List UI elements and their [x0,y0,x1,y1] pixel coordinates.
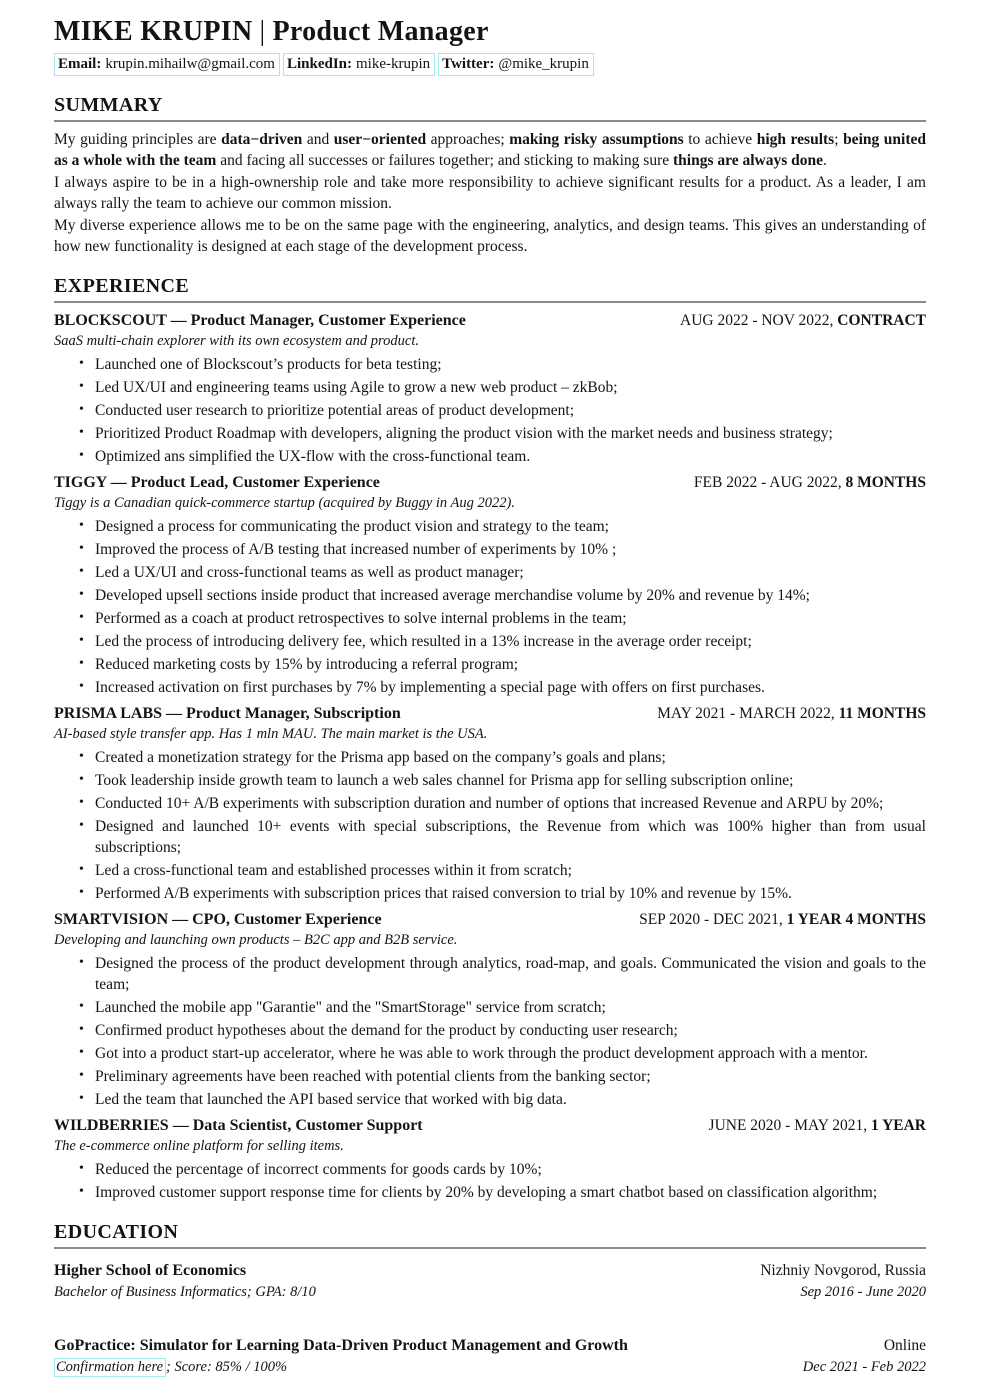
job-entry [54,703,926,904]
summary-text-run: to achieve [683,131,757,148]
experience-jobs [54,310,926,1203]
summary-text-run: My diverse experience allows me to be on the same page with the engineering, analytics, and design teams. This gives an understanding of how new functionality is designed at each stage of the development process. [54,216,926,256]
job-title: TIGGY — Product Lead, Customer Experience [54,474,380,492]
email-link[interactable] [54,53,280,76]
summary-text-run: high results [756,131,835,148]
job-title: WILDBERRIES — Data Scientist, Customer Support [54,1117,423,1135]
title-separator: | [259,16,266,47]
summary-rule [54,120,926,122]
summary-text-run: things are always done [673,152,823,170]
person-role: Product Manager [272,16,489,47]
summary-text-run: and [302,131,334,148]
bullet-item: • Conducted user research to prioritize potential areas of product development; [54,400,926,421]
bullet-item: • Created a monetization strategy for the Prisma app based on the company’s goals and plans; [54,747,926,768]
job-dates [639,909,926,930]
bullet-item: • Led a cross-functional team and established processes within it from scratch; [54,860,926,881]
job-description: AI-based style transfer app. Has 1 mln MAU. The main market is the USA. [54,726,488,743]
education-detail-run: ; Score: 85% / 100% [166,1359,288,1376]
experience-rule [54,301,926,303]
bullet-item: • Led the process of introducing delivery fee, which resulted in a 13% increase in the average order receipt; [54,631,926,652]
education-entry [54,1335,926,1377]
job-date-range: MAY 2021 - MARCH 2022, [657,705,839,723]
education-rule [54,1247,926,1249]
bullet-item: • Prioritized Product Roadmap with developers, aligning the product vision with the market needs and business strategy; [54,423,926,444]
summary-text-run: and facing all successes or failures together; and sticking to making sure [216,152,673,170]
education-detail [54,1357,287,1377]
job-date-range: AUG 2022 - NOV 2022, [680,312,838,330]
job-title: PRISMA LABS — Product Manager, Subscription [54,705,401,723]
bullet-item: • Led a UX/UI and cross-functional teams as well as product manager; [54,562,926,583]
email-value: krupin.mihailw@gmail.com [105,56,275,72]
summary-paragraph [54,129,926,172]
summary-text-run: My guiding principles are [54,131,222,148]
job-title: BLOCKSCOUT — Product Manager, Customer Experience [54,312,466,330]
summary-paragraphs [54,129,926,257]
summary-section [54,93,926,257]
education-header-row [54,1260,926,1281]
job-date-range: JUNE 2020 - MAY 2021, [708,1117,872,1135]
job-description: SaaS multi-chain explorer with its own ecosystem and product. [54,333,420,350]
twitter-label: Twitter: [442,56,495,72]
summary-paragraph [54,215,926,258]
education-section [54,1220,926,1377]
bullet-item: • Designed and launched 10+ events with special subscriptions, the Revenue from which was 100% higher than from usual subscriptions; [54,816,926,858]
summary-text-run: . [823,152,827,170]
job-header-row [54,909,926,930]
education-entry [54,1260,926,1302]
education-detail [54,1282,316,1302]
summary-text-run: I always aspire to be in a high-ownership role and take more responsibility to achieve significant results for a product. As a leader, I am always rally the team to achieve our common mission. [54,173,926,213]
page-title [54,16,926,48]
job-duration: 1 YEAR [871,1117,926,1135]
education-detail-row [54,1282,926,1302]
bullet-item: • Led the team that launched the API based service that worked with big data. [54,1089,926,1110]
bullet-item: • Optimized ans simplified the UX-flow with the cross-functional team. [54,446,926,467]
linkedin-label: LinkedIn: [286,56,353,72]
bullet-item: • Reduced the percentage of incorrect comments for goods cards by 10%; [54,1159,926,1180]
education-name: Higher School of Economics [54,1262,247,1280]
job-header-row [54,703,926,724]
bullet-item: • Reduced marketing costs by 15% by introducing a referral program; [54,654,926,675]
bullet-item: • Took leadership inside growth team to launch a web sales channel for Prisma app for selling subscription online; [54,770,926,791]
job-bullet-list [54,516,926,698]
summary-text-run: ; [834,131,844,148]
job-duration: 11 MONTHS [838,705,926,723]
job-bullet-list [54,354,926,467]
contact-row [54,53,926,76]
job-dates [694,472,926,493]
summary-heading: SUMMARY [54,94,163,116]
job-entry [54,472,926,698]
education-detail-run[interactable]: Confirmation here [54,1358,166,1377]
bullet-item: • Developed upsell sections inside product that increased average merchandise volume by 20% and revenue by 14%; [54,585,926,606]
job-header-row [54,1115,926,1136]
job-duration: 1 YEAR 4 MONTHS [786,911,926,929]
education-name: GoPractice: Simulator for Learning Data-Driven Product Management and Growth [54,1337,628,1355]
bullet-item: • Designed the process of the product development through analytics, road-map, and goals. Communicated the vision and goals to the team; [54,953,926,995]
linkedin-value: mike-krupin [356,56,431,72]
job-title: SMARTVISION — CPO, Customer Experience [54,911,382,929]
education-detail-row [54,1357,926,1377]
summary-paragraph [54,172,926,215]
bullet-item: • Confirmed product hypotheses about the demand for the product by conducting user research; [54,1020,926,1041]
job-description: The e-commerce online platform for selling items. [54,1138,344,1155]
bullet-item: • Performed A/B experiments with subscription prices that raised conversion to trial by 10% and revenue by 15%. [54,883,926,904]
summary-text-run: user−oriented [333,131,427,148]
job-duration: 8 MONTHS [845,474,926,492]
job-date-range: FEB 2022 - AUG 2022, [693,474,846,492]
twitter-link[interactable] [438,53,594,76]
bullet-item: • Conducted 10+ A/B experiments with subscription duration and number of options that increased Revenue and ARPU by 20%; [54,793,926,814]
job-entry [54,909,926,1110]
bullet-item: • Preliminary agreements have been reached with potential clients from the banking sector; [54,1066,926,1087]
job-header-row [54,472,926,493]
bullet-item: • Performed as a coach at product retrospectives to solve internal problems in the team; [54,608,926,629]
experience-section [54,274,926,1203]
person-name: MIKE KRUPIN [54,16,253,47]
bullet-item: • Improved customer support response time for clients by 20% by developing a smart chatbot based on classification algorithm; [54,1182,926,1203]
summary-text-run: being united as a whole with the team [54,131,926,170]
job-dates [680,310,926,331]
education-location: Online [883,1337,926,1355]
education-detail-run: Bachelor of Business Informatics; GPA: 8/10 [54,1284,316,1301]
job-bullet-list [54,747,926,904]
twitter-value: @mike_krupin [498,56,589,72]
bullet-item: • Designed a process for communicating the product vision and strategy to the team; [54,516,926,537]
summary-text-run: data−driven [221,131,303,148]
education-location: Nizhniy Novgorod, Russia [760,1262,926,1280]
bullet-item: • Got into a product start-up accelerator, where he was able to work through the product development approach with a mentor. [54,1043,926,1064]
job-description: Developing and launching own products – B2C app and B2B service. [54,932,458,949]
linkedin-link[interactable] [283,53,435,76]
education-entries [54,1260,926,1377]
summary-text-run: making risky assumptions [509,131,684,148]
bullet-item: • Led UX/UI and engineering teams using Agile to grow a new web product – zkBob; [54,377,926,398]
education-dates: Sep 2016 - June 2020 [800,1284,926,1301]
summary-text-run: approaches; [426,131,510,148]
job-bullet-list [54,953,926,1110]
education-header-row [54,1335,926,1356]
job-entry [54,1115,926,1203]
email-label: Email: [58,56,102,72]
job-dates [709,1115,926,1136]
bullet-item: • Launched one of Blockscout’s products for beta testing; [54,354,926,375]
bullet-item: • Increased activation on first purchases by 7% by implementing a special page with offers on first purchases. [54,677,926,698]
experience-heading: EXPERIENCE [54,275,190,298]
education-dates: Dec 2021 - Feb 2022 [802,1359,926,1376]
education-heading: EDUCATION [54,1221,179,1244]
job-description: Tiggy is a Canadian quick-commerce startup (acquired by Buggy in Aug 2022). [54,495,515,512]
job-date-range: SEP 2020 - DEC 2021, [639,911,787,929]
resume-header [54,16,926,76]
bullet-item: • Launched the mobile app "Garantie" and the "SmartStorage" service from scratch; [54,997,926,1018]
bullet-item: • Improved the process of A/B testing that increased number of experiments by 10% ; [54,539,926,560]
job-header-row [54,310,926,331]
job-duration: CONTRACT [837,312,926,330]
job-entry [54,310,926,467]
job-bullet-list [54,1159,926,1203]
job-dates [657,703,926,724]
